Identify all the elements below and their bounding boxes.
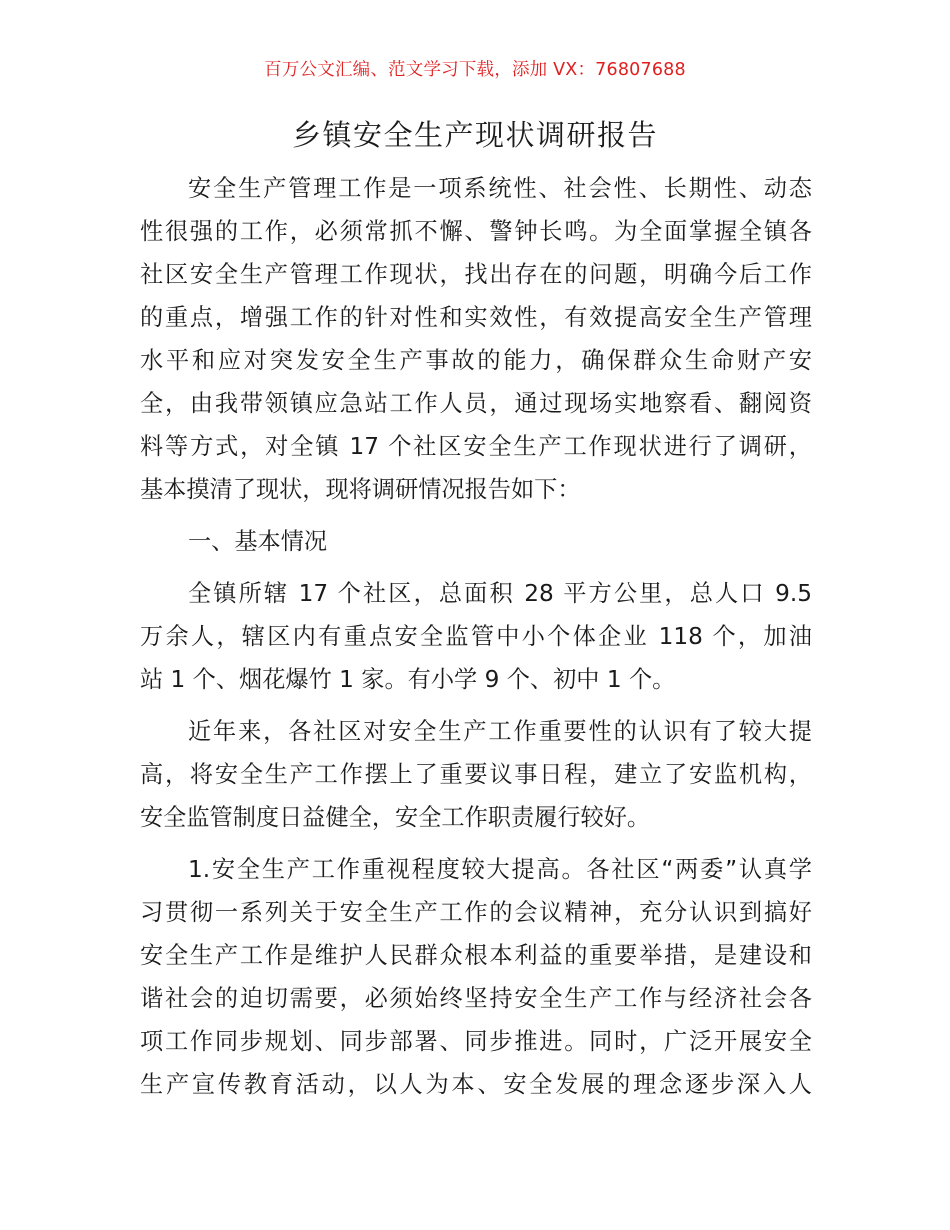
paragraph-point-1 [140,848,812,1106]
text-line: 谐社会的迫切需要，必须始终坚持安全生产工作与经济社会各 [140,985,812,1012]
text-line: 站 1 个、烟花爆竹 1 家。有小学 9 个、初中 1 个。 [140,666,676,693]
text-line: 全镇所辖 17 个社区，总面积 28 平方公里，总人口 9.5 [188,580,812,607]
text-line: 水平和应对突发安全生产事故的能力，确保群众生命财产安 [140,347,812,374]
paragraph-recent-years [140,710,812,839]
text-line: 全，由我带领镇应急站工作人员，通过现场实地察看、翻阅资 [140,390,812,417]
text-line: 安全生产工作是维护人民群众根本利益的重要举措，是建设和 [140,942,812,969]
text-line: 料等方式，对全镇 17 个社区安全生产工作现状进行了调研， [140,433,812,460]
text-line: 的重点，增强工作的针对性和实效性，有效提高安全生产管理 [140,304,812,331]
text-line: 高，将安全生产工作摆上了重要议事日程，建立了安监机构， [140,761,812,788]
text-line: 项工作同步规划、同步部署、同步推进。同时，广泛开展安全 [140,1028,812,1055]
text-line: 生产宣传教育活动，以人为本、安全发展的理念逐步深入人 [140,1071,812,1098]
text-line: 安全生产管理工作是一项系统性、社会性、长期性、动态 [188,175,812,202]
text-line: 性很强的工作，必须常抓不懈、警钟长鸣。为全面掌握全镇各 [140,218,812,245]
text-line: 万余人，辖区内有重点安全监管中小个体企业 118 个，加油 [140,623,812,650]
watermark-header: 百万公文汇编、范文学习下载，添加 VX：76807688 [264,60,686,80]
paragraph-intro [140,167,812,511]
text-line: 习贯彻一系列关于安全生产工作的会议精神，充分认识到搞好 [140,899,812,926]
text-line: 社区安全生产管理工作现状，找出存在的问题，明确今后工作 [140,261,812,288]
document-body [140,167,812,1106]
section-heading-basic-situation [140,520,812,563]
text-line: 近年来，各社区对安全生产工作重要性的认识有了较大提 [188,718,812,745]
document-title: 乡镇安全生产现状调研报告 [291,118,658,152]
text-line: 1.安全生产工作重视程度较大提高。各社区“两委”认真学 [188,856,812,883]
paragraph-basic-facts [140,572,812,701]
section-heading: 一、基本情况 [188,528,328,555]
text-line: 安全监管制度日益健全，安全工作职责履行较好。 [140,804,651,831]
text-line: 基本摸清了现状，现将调研情况报告如下： [140,476,581,503]
